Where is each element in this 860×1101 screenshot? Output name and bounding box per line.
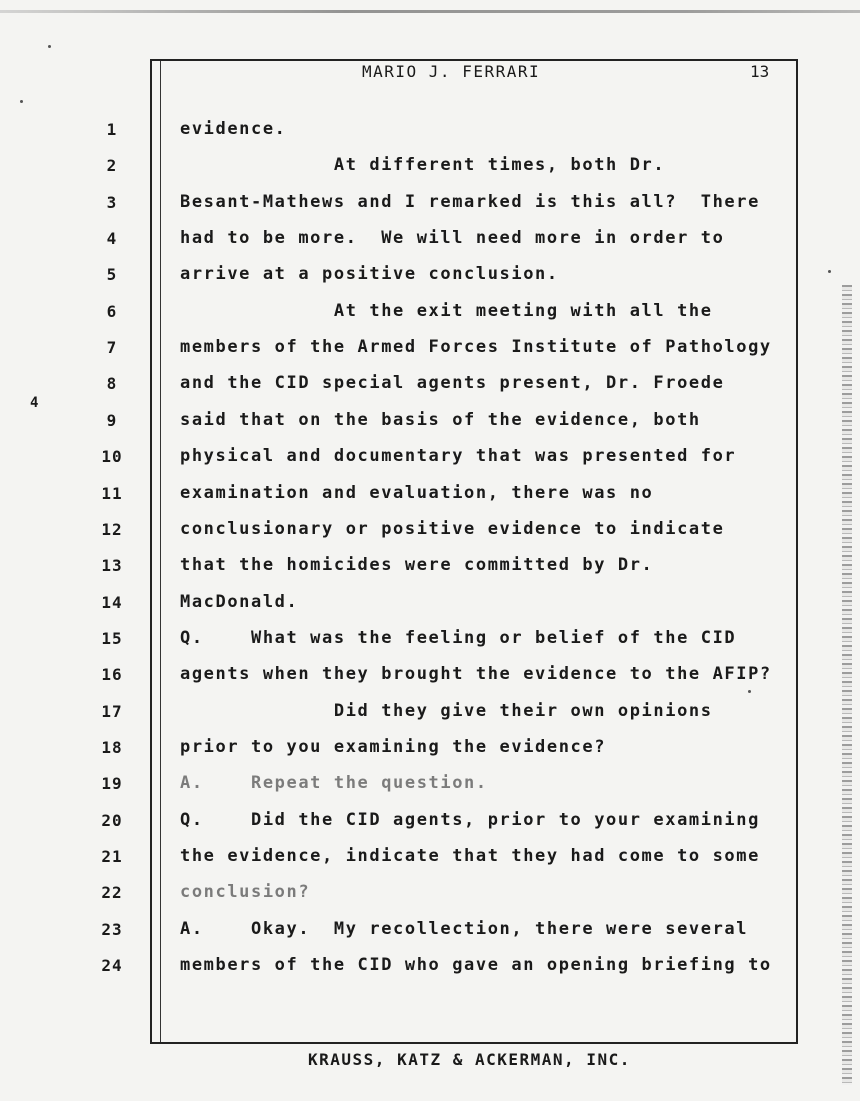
line-text: and the CID special agents present, Dr. Froede (180, 373, 725, 393)
line-text: Q. What was the feeling or belief of the CID (180, 628, 737, 648)
line-text: conclusion? (180, 882, 311, 902)
line-number: 7 (106, 338, 118, 357)
line-number: 21 (101, 847, 123, 866)
line-text: Besant-Mathews and I remarked is this all? There (180, 192, 760, 212)
scan-speck (20, 100, 23, 103)
line-number: 3 (106, 193, 118, 212)
line-text: Did they give their own opinions (180, 701, 713, 721)
line-number: 10 (101, 447, 123, 466)
scan-speck (748, 690, 751, 693)
line-text: agents when they brought the evidence to the AFIP? (180, 664, 772, 684)
line-text: conclusionary or positive evidence to indicate (180, 519, 725, 539)
line-number: 23 (101, 920, 123, 939)
line-number: 15 (101, 629, 123, 648)
line-text: examination and evaluation, there was no (180, 483, 654, 503)
line-number: 13 (101, 556, 123, 575)
line-number: 24 (101, 956, 123, 975)
line-text: A. Repeat the question. (180, 773, 488, 793)
line-text: A. Okay. My recollection, there were several (180, 919, 749, 939)
footer-reporter: KRAUSS, KATZ & ACKERMAN, INC. (308, 1050, 631, 1069)
line-text: At the exit meeting with all the (180, 301, 713, 321)
scan-speck (828, 270, 831, 273)
line-number: 12 (101, 520, 123, 539)
scan-edge-right (842, 285, 852, 1085)
line-text: MacDonald. (180, 592, 299, 612)
line-number: 19 (101, 774, 123, 793)
line-number: 11 (101, 484, 123, 503)
line-number: 20 (101, 811, 123, 830)
line-text: had to be more. We will need more in order to (180, 228, 725, 248)
line-number: 16 (101, 665, 123, 684)
line-text: At different times, both Dr. (180, 155, 666, 175)
margin-rule (160, 61, 161, 1042)
line-number: 22 (101, 883, 123, 902)
line-number: 6 (106, 302, 118, 321)
line-text: that the homicides were committed by Dr. (180, 555, 654, 575)
line-number: 2 (106, 156, 118, 175)
line-number: 18 (101, 738, 123, 757)
scan-speck (48, 45, 51, 48)
line-text: arrive at a positive conclusion. (180, 264, 559, 284)
line-text: physical and documentary that was presented for (180, 446, 737, 466)
line-number: 17 (101, 702, 123, 721)
line-text: evidence. (180, 119, 287, 139)
line-number: 1 (106, 120, 118, 139)
page-number: 13 (750, 62, 770, 81)
line-text: prior to you examining the evidence? (180, 737, 607, 757)
line-number: 14 (101, 593, 123, 612)
line-text: members of the Armed Forces Institute of Pathology (180, 337, 772, 357)
scan-edge-top (0, 10, 860, 13)
margin-mark: 4 (30, 395, 39, 411)
line-number: 5 (106, 265, 118, 284)
line-text: Q. Did the CID agents, prior to your examining (180, 810, 760, 830)
line-number: 8 (106, 374, 118, 393)
line-text: said that on the basis of the evidence, both (180, 410, 701, 430)
line-number: 9 (106, 411, 118, 430)
line-text: the evidence, indicate that they had come to some (180, 846, 760, 866)
line-number: 4 (106, 229, 118, 248)
line-text: members of the CID who gave an opening briefing to (180, 955, 772, 975)
header-witness-name: MARIO J. FERRARI (362, 62, 541, 81)
